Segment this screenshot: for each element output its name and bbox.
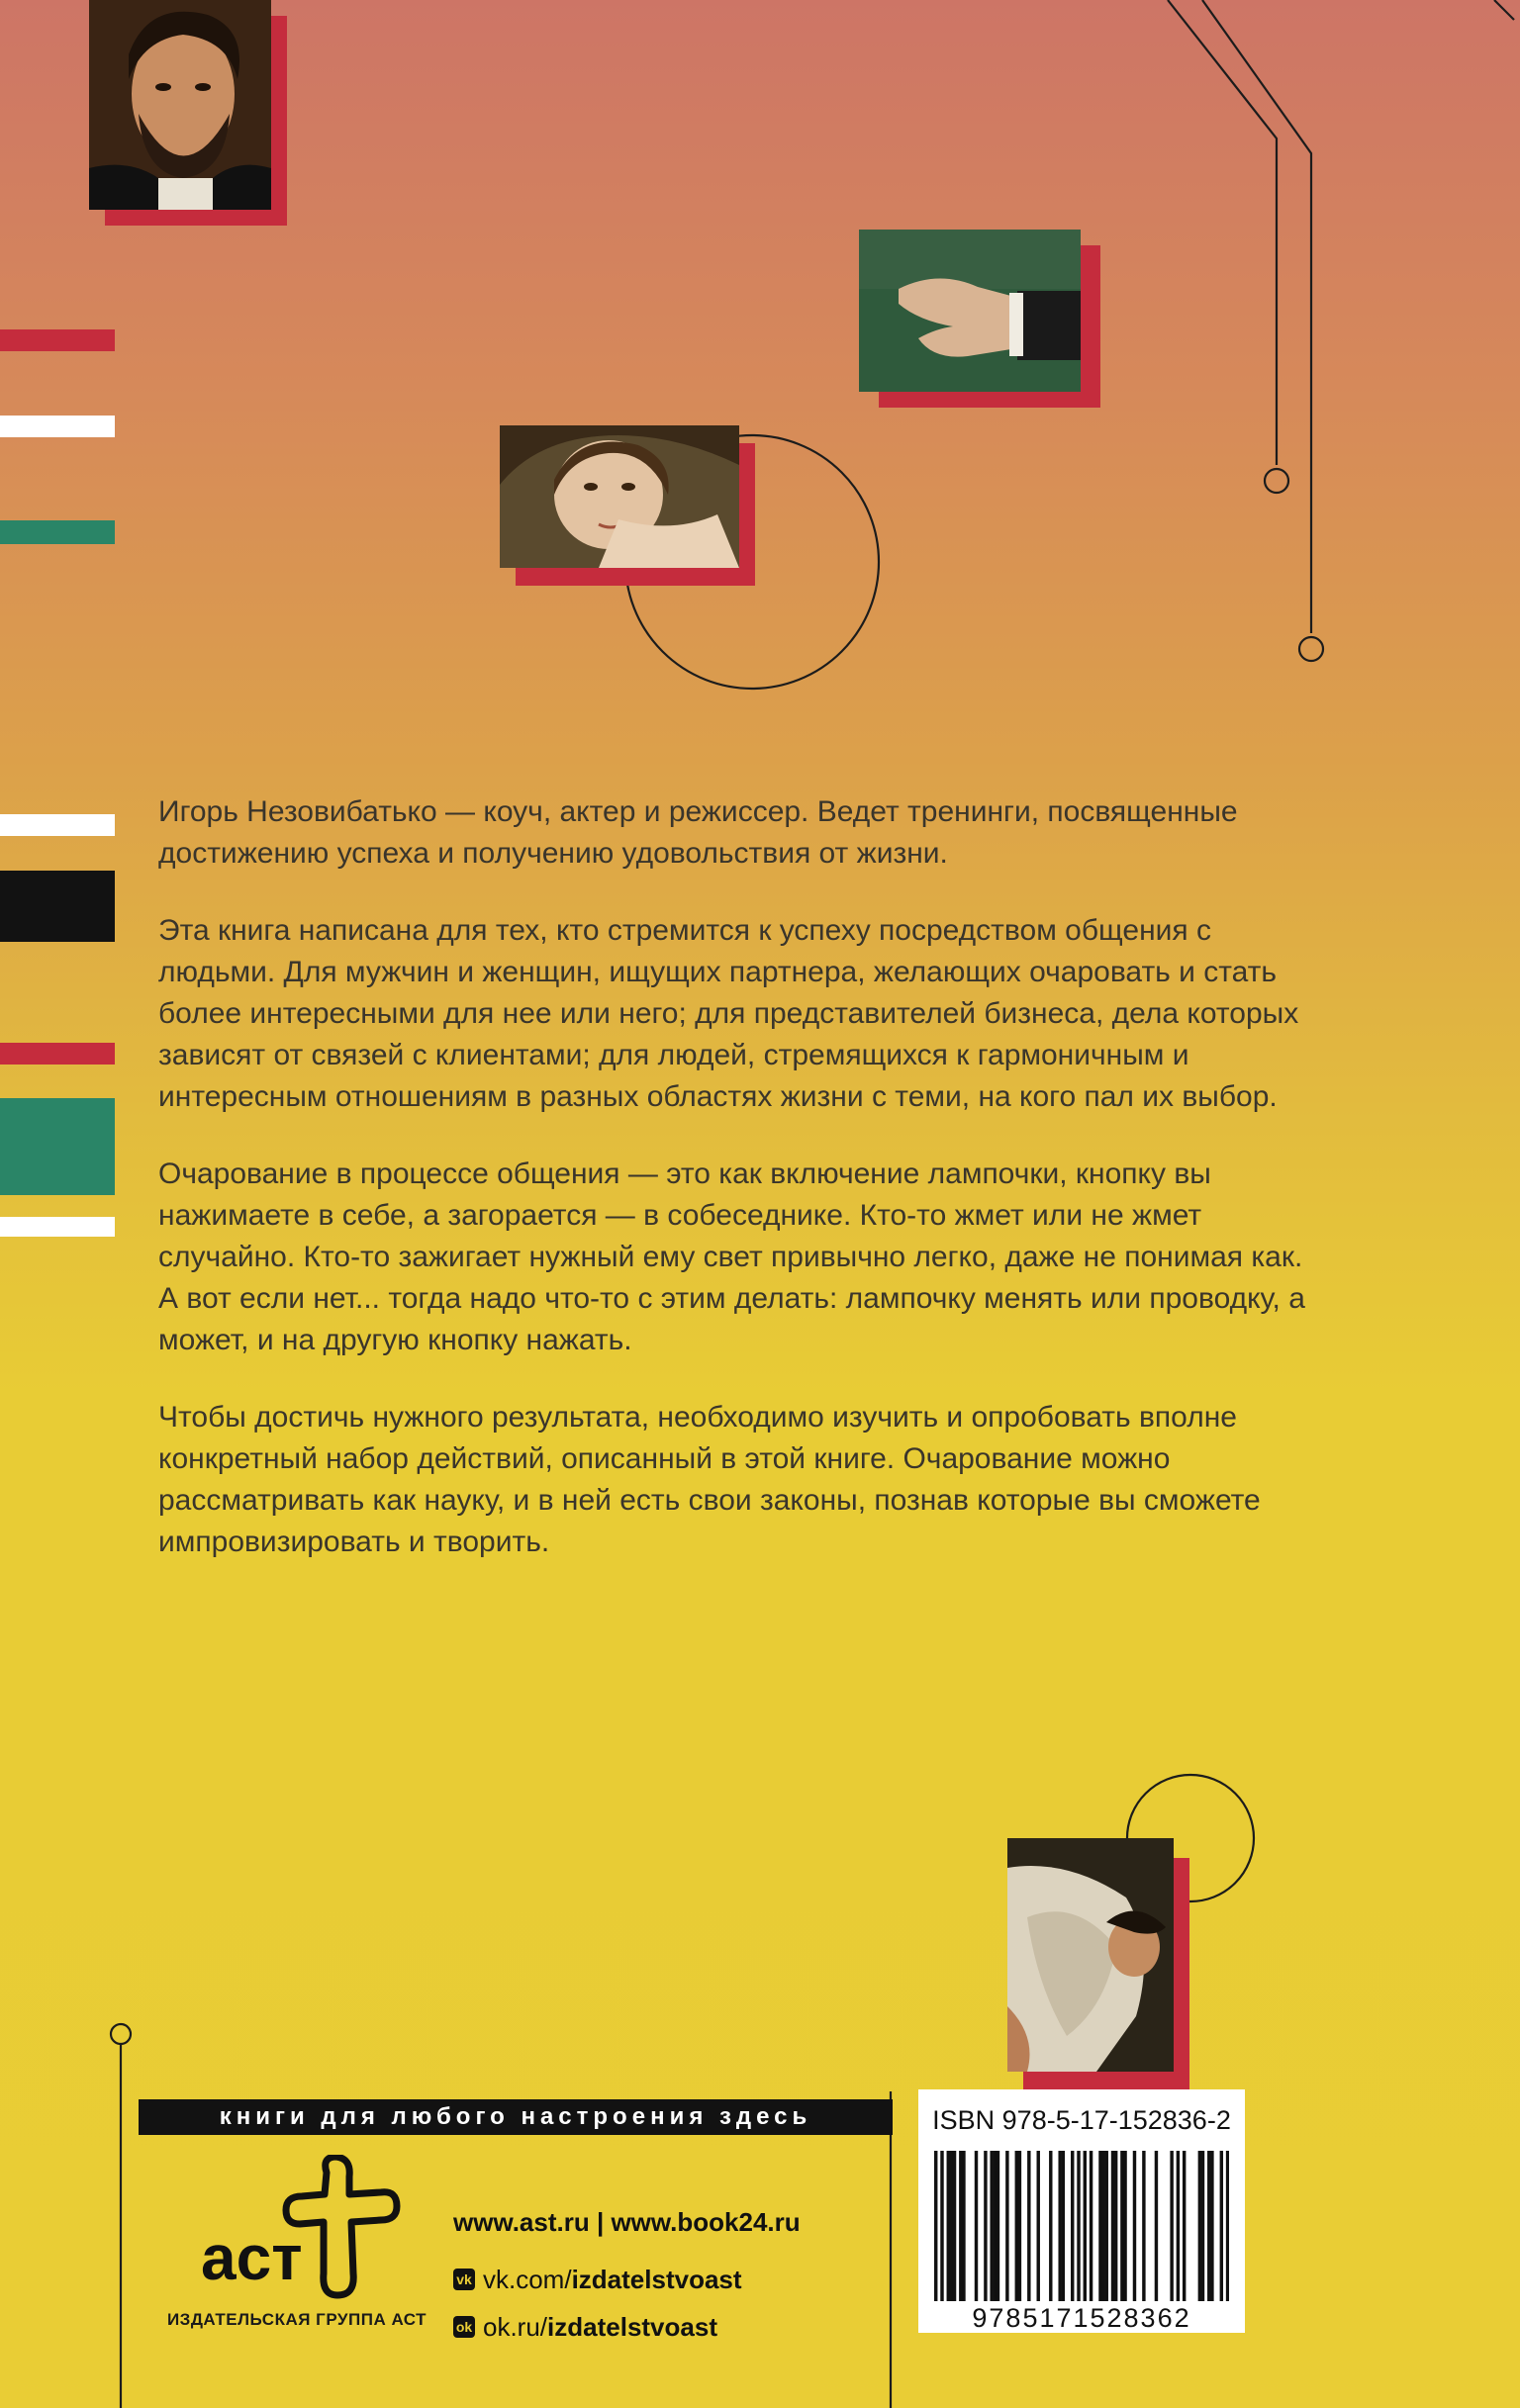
barcode-bar	[990, 2151, 993, 2301]
barcode-bar	[1058, 2151, 1061, 2301]
stripe-red	[0, 329, 115, 351]
ok-link-prefix: ok.ru/	[483, 2311, 548, 2342]
stripe-red	[0, 1043, 115, 1065]
ok-link-handle: izdatelstvoast	[547, 2311, 717, 2342]
barcode-bar	[1120, 2151, 1123, 2301]
stripe-white	[0, 814, 115, 836]
barcode-bar	[1105, 2151, 1108, 2301]
barcode-bar	[953, 2151, 956, 2301]
vk-icon: vk	[453, 2269, 475, 2290]
barcode-bar	[1183, 2151, 1186, 2301]
barcode-bar	[1062, 2151, 1065, 2301]
stripe-black	[0, 871, 115, 942]
barcode-bar	[959, 2151, 962, 2301]
logo-caption: ИЗДАТЕЛЬСКАЯ ГРУППА АСТ	[166, 2310, 428, 2329]
barcode-bar	[947, 2151, 950, 2301]
barcode-bar	[1210, 2151, 1213, 2301]
barcode-bar	[1142, 2151, 1145, 2301]
charm-paragraph: Очарование в процессе общения — это как включение лампочки, кнопку вы нажимаете в себе, а загорается — в собеседнике. Кто-то жмет или не жмет случайно. Кто-то зажигает нужный ему свет привычно легко, даже не понимая как. А вот если нет... тогда надо что-то с этим делать: лампочку менять или проводку, а может, и на другую кнопку нажать.	[158, 1158, 1305, 1356]
logo-text: аст	[201, 2222, 303, 2293]
barcode-bar	[1037, 2151, 1040, 2301]
barcode-bar	[1198, 2151, 1201, 2301]
vk-link[interactable]	[453, 2262, 801, 2297]
barcode-bar	[1207, 2151, 1210, 2301]
stripe-white	[0, 1217, 115, 1237]
barcode-bar	[934, 2151, 937, 2301]
barcode-bar	[1098, 2151, 1101, 2301]
barcode-bar	[940, 2151, 943, 2301]
barcode-bar	[1201, 2151, 1204, 2301]
audience-paragraph: Эта книга написана для тех, кто стремится к успеху посредством общения с людьми. Для мужчин и женщин, ищущих партнера, желающих очаровать и стать более интересными для нее или него; для представителей бизнеса, дела которых зависят от связей с клиентами; для людей, стремящихся к гармоничным и интересным отношениям в разных областях жизни с теми, на кого пал их выбор.	[158, 914, 1299, 1113]
publisher-tagline: книги для любого настроения здесь	[139, 2099, 893, 2135]
barcode-bar	[984, 2151, 987, 2301]
barcode	[934, 2151, 1229, 2301]
ok-icon: ok	[453, 2316, 475, 2338]
barcode-bar	[1005, 2151, 1008, 2301]
vk-link-prefix: vk.com/	[483, 2264, 572, 2294]
barcode-bar	[1090, 2151, 1092, 2301]
ast-logo	[193, 2155, 440, 2303]
stripe-green	[0, 1098, 115, 1195]
barcode-bar	[962, 2151, 965, 2301]
barcode-bar	[1177, 2151, 1180, 2301]
stripe-white	[0, 416, 115, 437]
websites[interactable]: www.ast.ru | www.book24.ru	[453, 2206, 801, 2237]
barcode-bar	[1015, 2151, 1018, 2301]
barcode-bar	[997, 2151, 999, 2301]
barcode-bar	[1123, 2151, 1126, 2301]
barcode-bar	[975, 2151, 978, 2301]
barcode-bar	[950, 2151, 953, 2301]
barcode-bar	[1077, 2151, 1080, 2301]
isbn-barcode-block	[918, 2089, 1245, 2333]
barcode-bar	[1220, 2151, 1223, 2301]
barcode-bar	[1027, 2151, 1030, 2301]
barcode-bar	[1114, 2151, 1117, 2301]
barcode-bar	[1101, 2151, 1104, 2301]
author-paragraph: Игорь Незовибатько — коуч, актер и режиссер. Ведет тренинги, посвященные достижению успеха и получению удовольствия от жизни.	[158, 795, 1238, 870]
isbn-number: ISBN 978-5-17-152836-2	[932, 2105, 1231, 2135]
annotation-text	[158, 791, 1326, 1599]
barcode-bar	[1018, 2151, 1021, 2301]
barcode-bar	[1084, 2151, 1087, 2301]
method-paragraph: Чтобы достичь нужного результата, необходимо изучить и опробовать вполне конкретный набор действий, описанный в этой книге. Очарование можно рассматривать как науку, и в ней есть свои законы, познав которые вы сможете импровизировать и творить.	[158, 1401, 1261, 1558]
ean-digits: 9785171528362	[972, 2303, 1191, 2333]
barcode-bar	[1133, 2151, 1136, 2301]
stripe-green	[0, 520, 115, 544]
vk-link-handle: izdatelstvoast	[571, 2264, 742, 2294]
publisher-links	[453, 2204, 801, 2357]
barcode-bar	[1155, 2151, 1158, 2301]
barcode-bar	[1170, 2151, 1173, 2301]
barcode-bar	[1111, 2151, 1114, 2301]
ok-link[interactable]	[453, 2309, 801, 2345]
barcode-bar	[994, 2151, 997, 2301]
barcode-bar	[1049, 2151, 1052, 2301]
barcode-bar	[1071, 2151, 1074, 2301]
barcode-bar	[1226, 2151, 1229, 2301]
